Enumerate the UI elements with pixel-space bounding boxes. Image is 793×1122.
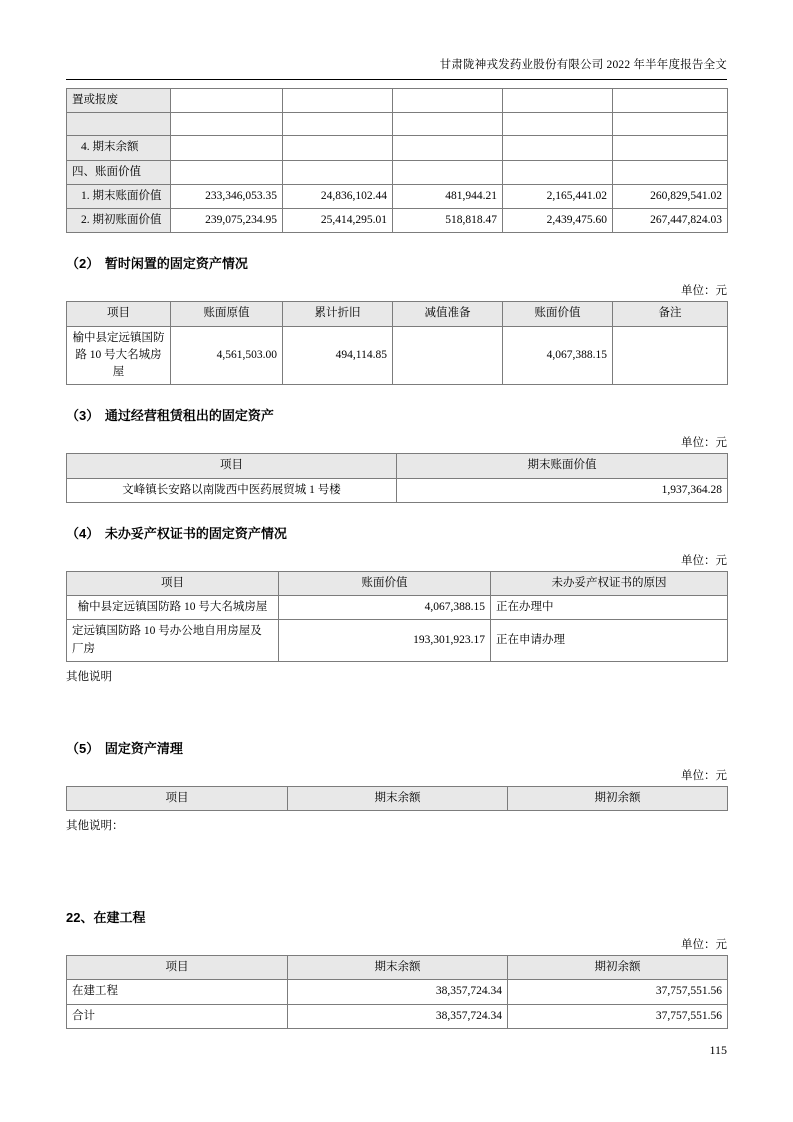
cell-value (171, 113, 283, 136)
row-label: 1. 期末账面价值 (67, 184, 171, 208)
column-header: 期末余额 (288, 786, 508, 810)
row-label: 4. 期末余额 (67, 136, 171, 160)
cell-value: 2,165,441.02 (503, 184, 613, 208)
section-4-heading: 未办妥产权证书的固定资产情况 (104, 525, 287, 541)
cell-value: 518,818.47 (393, 209, 503, 233)
page-content (66, 88, 727, 1029)
cell-value (283, 113, 393, 136)
section-spacer-2 (66, 833, 727, 867)
cell-value (171, 160, 283, 184)
column-header: 期末账面价值 (397, 454, 728, 478)
header-title: 甘肃陇神戎发药业股份有限公司 2022 年半年度报告全文 (439, 59, 727, 71)
cell-value (613, 113, 728, 136)
table-row (67, 209, 728, 233)
section-5-note: 其他说明： (66, 820, 124, 832)
column-header: 期末余额 (288, 956, 508, 980)
row-label: 四、账面价值 (67, 160, 171, 184)
section-5-title (66, 738, 727, 757)
table-row (67, 326, 728, 385)
cell-item: 合计 (67, 1004, 288, 1028)
cell-book-value: 193,301,923.17 (279, 620, 491, 662)
row-label: 置或报废 (67, 89, 171, 113)
table-row (67, 980, 728, 1004)
cell-ending-balance: 38,357,724.34 (288, 1004, 508, 1028)
table-row (67, 160, 728, 184)
cell-item: 定远镇国防路 10 号办公地自用房屋及厂房 (67, 620, 279, 662)
column-header: 账面价值 (503, 302, 613, 326)
table-header-row (67, 956, 728, 980)
cell-value (393, 160, 503, 184)
section-5-heading: 固定资产清理 (104, 740, 183, 756)
cell-value: 481,944.21 (393, 184, 503, 208)
cell-book-value: 4,067,388.15 (279, 596, 491, 620)
cell-item: 榆中县定远镇国防路 10 号大名城房屋 (67, 596, 279, 620)
section-22-title: 22、在建工程 (66, 910, 146, 925)
cell-value (283, 89, 393, 113)
section-4-title (66, 523, 727, 542)
cell-remark (613, 326, 728, 385)
operating-lease-assets-table (66, 453, 728, 503)
cell-item: 在建工程 (67, 980, 288, 1004)
section-5-unit: 单位：元 (681, 769, 727, 782)
section-4-index: （4） (66, 525, 100, 541)
cell-value (503, 136, 613, 160)
cell-value (171, 136, 283, 160)
cell-value: 239,075,234.95 (171, 209, 283, 233)
table-row (67, 1004, 728, 1028)
cell-value (613, 89, 728, 113)
cell-value (613, 136, 728, 160)
fixed-assets-disposal-table (66, 786, 728, 811)
table-header-row (67, 571, 728, 595)
column-header: 备注 (613, 302, 728, 326)
cell-beginning-balance: 37,757,551.56 (508, 1004, 728, 1028)
cell-depreciation: 494,114.85 (283, 326, 393, 385)
column-header: 项目 (67, 956, 288, 980)
cell-beginning-balance: 37,757,551.56 (508, 980, 728, 1004)
section-3-heading: 通过经营租赁租出的固定资产 (104, 408, 274, 424)
page-number: 115 (709, 1043, 727, 1057)
cell-value (393, 89, 503, 113)
cell-reason: 正在申请办理 (491, 620, 728, 662)
cell-value (503, 160, 613, 184)
header-divider (66, 79, 727, 80)
cell-impairment (393, 326, 503, 385)
fixed-assets-continuation-table (66, 88, 728, 233)
cell-reason: 正在办理中 (491, 596, 728, 620)
row-label: 2. 期初账面价值 (67, 209, 171, 233)
column-header: 未办妥产权证书的原因 (491, 571, 728, 595)
column-header: 减值准备 (393, 302, 503, 326)
cell-value (393, 113, 503, 136)
section-3-title (66, 405, 727, 424)
section-2-heading: 暂时闲置的固定资产情况 (104, 256, 248, 272)
section-3-index: （3） (66, 408, 100, 424)
section-spacer-3 (66, 867, 727, 887)
section-2-title (66, 253, 727, 272)
column-header: 账面原值 (171, 302, 283, 326)
column-header: 期初余额 (508, 956, 728, 980)
cell-value (503, 113, 613, 136)
column-header: 项目 (67, 454, 397, 478)
idle-fixed-assets-table (66, 301, 728, 385)
table-header-row (67, 454, 728, 478)
section-3-unit: 单位：元 (681, 437, 727, 450)
cell-value (283, 136, 393, 160)
cell-value: 260,829,541.02 (613, 184, 728, 208)
section-4-unit: 单位：元 (681, 554, 727, 567)
column-header: 项目 (67, 571, 279, 595)
column-header: 期初余额 (508, 786, 728, 810)
table-row (67, 478, 728, 502)
cell-value: 1,937,364.28 (397, 478, 728, 502)
table-row (67, 136, 728, 160)
table-header-row (67, 786, 728, 810)
table-row (67, 596, 728, 620)
section-4-note: 其他说明 (66, 670, 112, 683)
cell-original-value: 4,561,503.00 (171, 326, 283, 385)
cell-value (283, 160, 393, 184)
cell-value: 233,346,053.35 (171, 184, 283, 208)
column-header: 项目 (67, 786, 288, 810)
section-5-index: （5） (66, 740, 100, 756)
unregistered-title-assets-table (66, 571, 728, 662)
cell-value (503, 89, 613, 113)
cell-item: 榆中县定远镇国防路 10 号大名城房屋 (67, 326, 171, 385)
page-header (0, 56, 793, 72)
cell-book-value: 4,067,388.15 (503, 326, 613, 385)
column-header: 项目 (67, 302, 171, 326)
cell-item: 文峰镇长安路以南陇西中医药展贸城 1 号楼 (67, 478, 397, 502)
column-header: 账面价值 (279, 571, 491, 595)
section-2-index: （2） (66, 256, 100, 272)
column-header: 累计折旧 (283, 302, 393, 326)
cell-value: 24,836,102.44 (283, 184, 393, 208)
cell-value (171, 89, 283, 113)
table-row (67, 89, 728, 113)
cell-value: 25,414,295.01 (283, 209, 393, 233)
section-spacer (66, 684, 727, 718)
section-2-unit: 单位：元 (681, 285, 727, 298)
cell-ending-balance: 38,357,724.34 (288, 980, 508, 1004)
table-header-row (67, 302, 728, 326)
row-label (67, 113, 171, 136)
table-row (67, 620, 728, 662)
table-row (67, 184, 728, 208)
cell-value (613, 160, 728, 184)
section-22-unit: 单位：元 (681, 939, 727, 951)
cell-value: 2,439,475.60 (503, 209, 613, 233)
cell-value: 267,447,824.03 (613, 209, 728, 233)
cell-value (393, 136, 503, 160)
table-row (67, 113, 728, 136)
construction-in-progress-table (66, 955, 728, 1029)
